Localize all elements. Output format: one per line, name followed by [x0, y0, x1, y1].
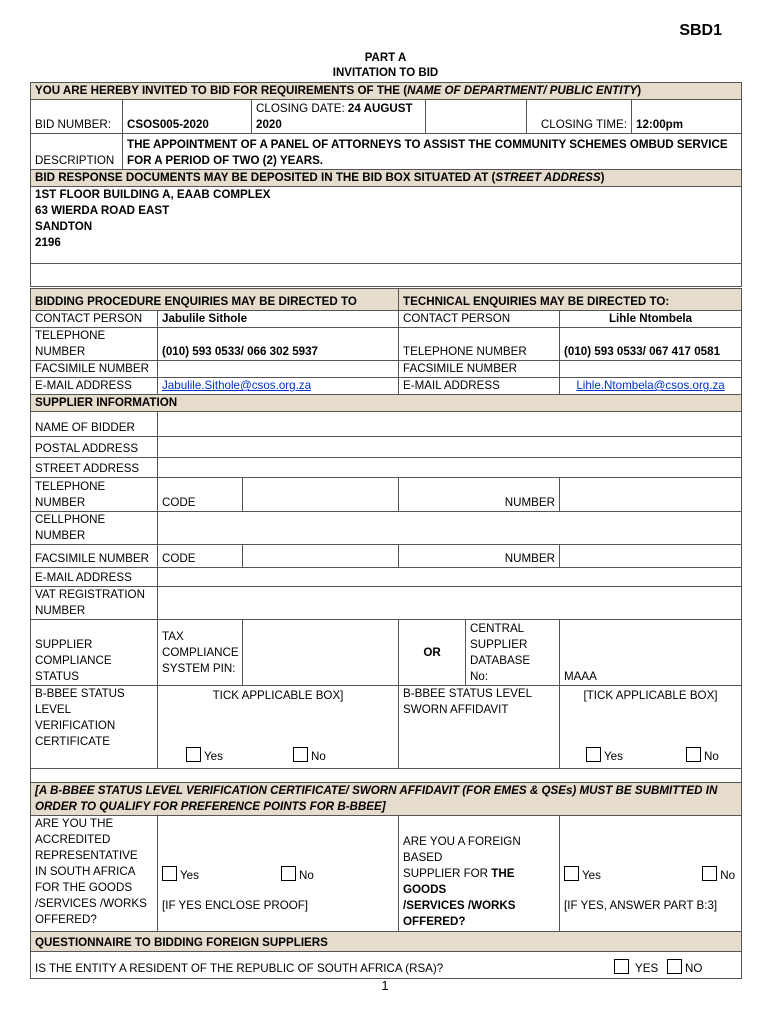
- telephone-code-field[interactable]: [243, 478, 399, 512]
- foreign-no[interactable]: No: [702, 866, 735, 884]
- bid-email-link[interactable]: Jabulile.Sithole@csos.org.za: [158, 378, 399, 395]
- invitation-heading: INVITATION TO BID: [332, 67, 439, 79]
- closing-time-value: 12:00pm: [632, 100, 742, 134]
- blank-row: [31, 264, 742, 287]
- bid-number-value: CSOS005-2020: [123, 100, 252, 134]
- tech-email-label: E-MAIL ADDRESS: [399, 378, 560, 395]
- street-address-field[interactable]: [158, 458, 742, 478]
- bbbee-certificate-label: B-BBEE STATUS LEVEL VERIFICATION CERTIFICATE: [31, 686, 158, 769]
- csd-field[interactable]: [560, 620, 742, 686]
- accredited-yes[interactable]: Yes: [162, 866, 199, 884]
- postal-address-label: POSTAL ADDRESS: [31, 437, 158, 458]
- technical-enquiries-heading: TECHNICAL ENQUIRIES MAY BE DIRECTED TO:: [399, 289, 742, 311]
- rsa-yes[interactable]: YES: [614, 959, 658, 977]
- csd-prefix: MAAA: [564, 670, 597, 683]
- checkbox-icon[interactable]: [586, 747, 601, 762]
- foreign-label: ARE YOU A FOREIGN BASED SUPPLIER FOR THE GOODS /SERVICES /WORKS OFFERED?: [399, 816, 560, 932]
- enclose-proof: [IF YES ENCLOSE PROOF]: [162, 899, 309, 912]
- deposit-heading: BID RESPONSE DOCUMENTS MAY BE DEPOSITED IN THE BID BOX SITUATED AT (STREET ADDRESS): [31, 170, 742, 187]
- supplier-facsimile-label: FACSIMILE NUMBER: [31, 545, 158, 568]
- bidding-enquiries-heading: BIDDING PROCEDURE ENQUIRIES MAY BE DIRECTED TO: [31, 289, 399, 311]
- tech-email-link[interactable]: Lihle.Ntombela@csos.org.za: [560, 378, 742, 395]
- cellphone-field[interactable]: [158, 512, 742, 545]
- description-value: THE APPOINTMENT OF A PANEL OF ATTORNEYS TO ASSIST THE COMMUNITY SCHEMES OMBUD SERVICE FOR A PERIOD OF TWO (2) YEARS.: [123, 134, 742, 170]
- bbbee-cert-no[interactable]: No: [293, 747, 326, 765]
- supplier-email-label: E-MAIL ADDRESS: [31, 568, 158, 587]
- bid-facsimile: [158, 361, 399, 378]
- bbbee-affidavit-no[interactable]: No: [686, 747, 719, 765]
- facsimile-code-field[interactable]: [243, 545, 399, 568]
- part-heading: PART A: [364, 52, 407, 64]
- foreign-yes[interactable]: Yes: [564, 866, 601, 884]
- accredited-label: ARE YOU THE ACCREDITED REPRESENTATIVE IN SOUTH AFRICA FOR THE GOODS /SERVICES /WORKS OFFERED?: [31, 816, 158, 932]
- facsimile-number-label: NUMBER: [399, 545, 560, 568]
- checkbox-icon[interactable]: [702, 866, 717, 881]
- checkbox-icon[interactable]: [281, 866, 296, 881]
- closing-date: CLOSING DATE: 24 AUGUST 2020: [252, 100, 426, 134]
- telephone-number-label: NUMBER: [399, 478, 560, 512]
- name-of-bidder-label: NAME OF BIDDER: [31, 412, 158, 437]
- spacer-row: [31, 769, 742, 783]
- answer-part-b: [IF YES, ANSWER PART B:3]: [564, 899, 718, 912]
- supplier-info-heading: SUPPLIER INFORMATION: [31, 395, 742, 412]
- bid-number-label: BID NUMBER:: [31, 100, 123, 134]
- checkbox-icon[interactable]: [186, 747, 201, 762]
- closing-time-label: CLOSING TIME:: [527, 100, 632, 134]
- supplier-telephone-label: TELEPHONE NUMBER: [31, 478, 158, 512]
- tech-contact-person-label: CONTACT PERSON: [399, 311, 560, 328]
- bbbee-cert-yes[interactable]: Yes: [186, 747, 223, 765]
- deposit-address: 1ST FLOOR BUILDING A, EAAB COMPLEX 63 WIERDA ROAD EAST SANDTON 2196: [31, 187, 742, 264]
- bid-header-table: [30, 82, 742, 287]
- contact-person-label: CONTACT PERSON: [31, 311, 158, 328]
- checkbox-icon[interactable]: [564, 866, 579, 881]
- accredited-no[interactable]: No: [281, 866, 314, 884]
- telephone-label: TELEPHONE NUMBER: [31, 328, 158, 361]
- bbbee-certificate-tick: TICK APPLICABLE BOX] Yes No: [158, 686, 399, 769]
- bbbee-affidavit-tick: [TICK APPLICABLE BOX] Yes No: [560, 686, 742, 769]
- telephone-code-label: CODE: [158, 478, 243, 512]
- csd-label: CENTRAL SUPPLIER DATABASE No:: [466, 620, 560, 686]
- accredited-tick: [158, 816, 399, 932]
- vat-field[interactable]: [158, 587, 742, 620]
- tech-facsimile-label: FACSIMILE NUMBER: [399, 361, 560, 378]
- description-label: DESCRIPTION: [31, 134, 123, 170]
- questionnaire-heading: QUESTIONNAIRE TO BIDDING FOREIGN SUPPLIERS: [31, 932, 742, 952]
- email-label: E-MAIL ADDRESS: [31, 378, 158, 395]
- tech-facsimile: [560, 361, 742, 378]
- telephone-number-field[interactable]: [560, 478, 742, 512]
- rsa-question-row: [31, 952, 742, 979]
- tech-telephone: (010) 593 0533/ 067 417 0581: [560, 328, 742, 361]
- tax-pin-label: TAX COMPLIANCE SYSTEM PIN:: [158, 620, 243, 686]
- bbbee-affidavit-label: B-BBEE STATUS LEVEL SWORN AFFIDAVIT: [399, 686, 560, 769]
- supplier-email-field[interactable]: [158, 568, 742, 587]
- bbbee-affidavit-yes[interactable]: Yes: [586, 747, 623, 765]
- name-of-bidder-field[interactable]: [158, 412, 742, 437]
- checkbox-icon[interactable]: [162, 866, 177, 881]
- street-address-label: STREET ADDRESS: [31, 458, 158, 478]
- tech-contact-person: Lihle Ntombela: [560, 311, 742, 328]
- bid-contact-person: Jabulile Sithole: [158, 311, 399, 328]
- blank-cell: [426, 100, 527, 134]
- invite-row: YOU ARE HEREBY INVITED TO BID FOR REQUIREMENTS OF THE (NAME OF DEPARTMENT/ PUBLIC ENTITY): [31, 83, 742, 100]
- postal-address-field[interactable]: [158, 437, 742, 458]
- foreign-tick: [560, 816, 742, 932]
- checkbox-icon[interactable]: [293, 747, 308, 762]
- or-label: OR: [399, 620, 466, 686]
- facsimile-code-label: CODE: [158, 545, 243, 568]
- tax-pin-field[interactable]: [243, 620, 399, 686]
- rsa-question: IS THE ENTITY A RESIDENT OF THE REPUBLIC OF SOUTH AFRICA (RSA)?: [35, 962, 444, 975]
- page-number: 1: [381, 978, 389, 993]
- compliance-status-label: SUPPLIER COMPLIANCE STATUS: [31, 620, 158, 686]
- facsimile-number-field[interactable]: [560, 545, 742, 568]
- tech-telephone-label: TELEPHONE NUMBER: [399, 328, 560, 361]
- checkbox-icon[interactable]: [667, 959, 682, 974]
- vat-label: VAT REGISTRATION NUMBER: [31, 587, 158, 620]
- facsimile-label: FACSIMILE NUMBER: [31, 361, 158, 378]
- rsa-no[interactable]: NO: [667, 959, 702, 977]
- cellphone-label: CELLPHONE NUMBER: [31, 512, 158, 545]
- supplier-info-table: [30, 288, 742, 979]
- bid-telephone: (010) 593 0533/ 066 302 5937: [158, 328, 399, 361]
- checkbox-icon[interactable]: [614, 959, 629, 974]
- bbbee-notice: [A B-BBEE STATUS LEVEL VERIFICATION CERTIFICATE/ SWORN AFFIDAVIT (FOR EMES & QSEs) MUST BE SUBMITTED IN ORDER TO QUALIFY FOR PREFERENCE POINTS FOR B-BBEE]: [31, 783, 742, 816]
- form-code: SBD1: [679, 22, 722, 39]
- checkbox-icon[interactable]: [686, 747, 701, 762]
